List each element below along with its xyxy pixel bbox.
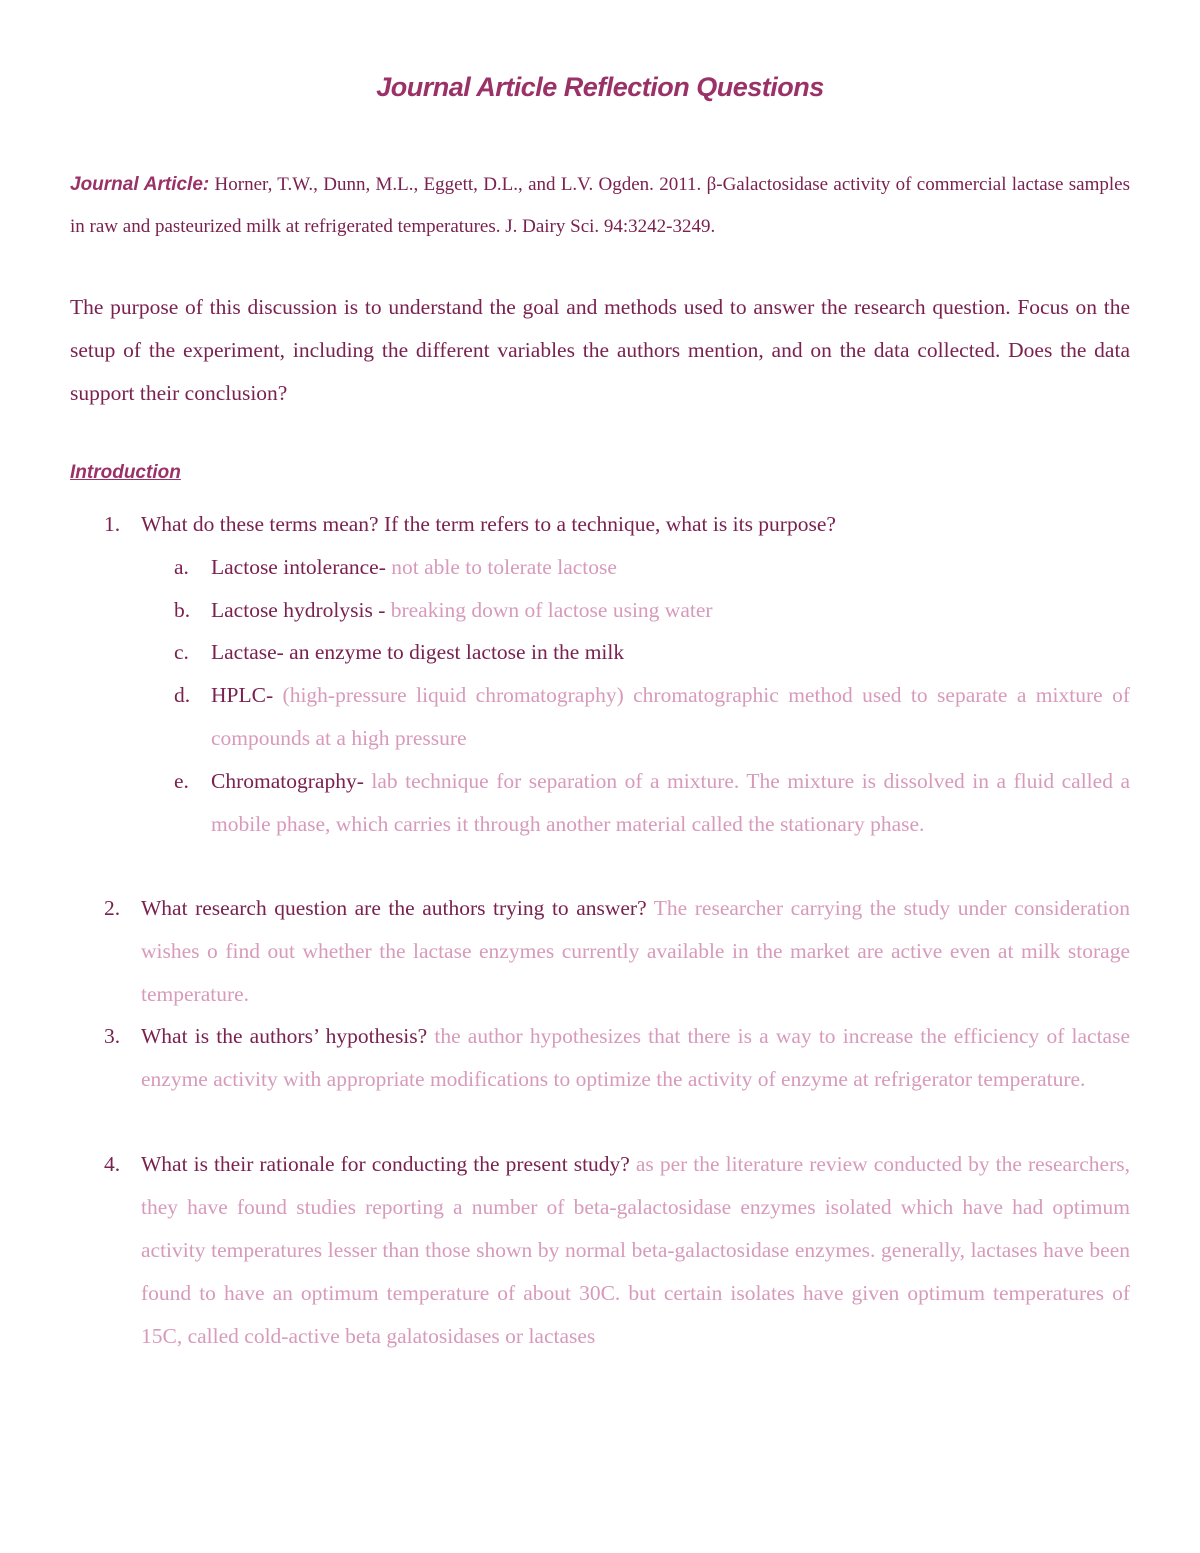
term-name: Lactase- an enzyme to digest lactose in the milk (211, 640, 625, 664)
term-body (211, 760, 1130, 846)
question-text: What do these terms mean? If the term refers to a technique, what is its purpose? (141, 512, 836, 536)
answer-text: The researcher carrying the study under consideration wishes o find out whether the lactase enzymes currently available in the market are active even at milk storage temperature. (141, 896, 1131, 1006)
question-body (141, 887, 1130, 1016)
term-body (211, 546, 1130, 589)
question-text: What is their rationale for conducting the present study? (141, 1152, 630, 1176)
term-letter: c. (174, 640, 189, 664)
term-letter: a. (174, 555, 189, 579)
question-body (141, 1015, 1130, 1101)
citation (70, 164, 1130, 248)
term-letter: d. (174, 683, 191, 707)
term-letter: e. (174, 769, 189, 793)
term-definition: not able to tolerate lactose (385, 555, 617, 579)
term-name: HPLC- (211, 683, 274, 707)
term-body (211, 674, 1130, 760)
term-body (211, 631, 1130, 674)
term-name: Chromatography- (211, 769, 364, 793)
question-text: What is the authors’ hypothesis? (141, 1024, 428, 1048)
question-text: What research question are the authors trying to answer? (141, 896, 647, 920)
citation-label: Journal Article: (70, 174, 210, 195)
term-definition: lab technique for separation of a mixture. The mixture is dissolved in a fluid called a mobile phase, which carries it through another material called the stationary phase. (211, 769, 1130, 836)
question-body (141, 1143, 1130, 1358)
question-number: 2. (104, 896, 121, 920)
question-number: 1. (104, 512, 121, 536)
answer-text: the author hypothesizes that there is a way to increase the efficiency of lactase enzyme activity with appropriate modifications to optimize the activity of enzyme at refrigerator temperature. (141, 1024, 1131, 1091)
answer-text: as per the literature review conducted by the researchers, they have found studies reporting a number of beta-galactosidase enzymes isolated which have had optimum activity temperatures lesser than those shown by normal beta-galactosidase enzymes. generally, lactases have been found to have an optimum temperature of about 30C. but certain isolates have given optimum temperatures of 15C, called cold-active beta galatosidases or lactases (141, 1152, 1131, 1348)
question-number: 4. (104, 1152, 121, 1176)
page-title: Journal Article Reflection Questions (376, 72, 824, 102)
term-definition: (high-pressure liquid chromatography) chromatographic method used to separate a mixture of compounds at a high pressure (211, 683, 1130, 750)
term-name: Lactose intolerance- (211, 555, 386, 579)
question-number: 3. (104, 1024, 121, 1048)
section-heading: Introduction (70, 462, 181, 483)
purpose-paragraph: The purpose of this discussion is to understand the goal and methods used to answer the research question. Focus on the setup of the experiment, including the different variables the authors mention, and on the data collected. Does the data support their conclusion? (70, 295, 1130, 405)
term-letter: b. (174, 598, 191, 622)
term-name: Lactose hydrolysis - (211, 598, 386, 622)
term-body (211, 589, 1130, 632)
citation-text: Horner, T.W., Dunn, M.L., Eggett, D.L., and L.V. Ogden. 2011. β-Galactosidase activity of commercial lactase samples in raw and pasteurized milk at refrigerated temperatures. J. Dairy Sci. 94:3242-3249. (70, 174, 1130, 237)
term-definition: breaking down of lactose using water (385, 598, 713, 622)
